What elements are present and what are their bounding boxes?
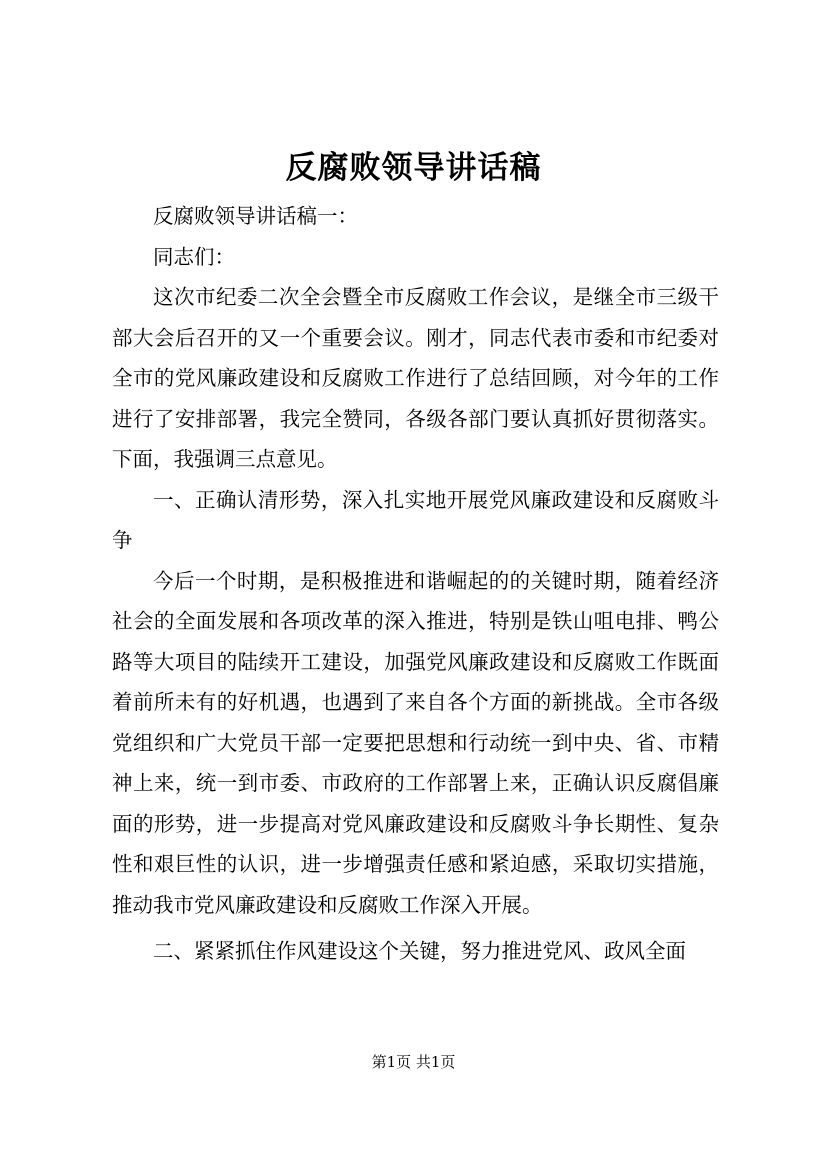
document-title: 反腐败领导讲话稿 (285, 150, 542, 186)
paragraph-intro: 这次市纪委二次全会暨全市反腐败工作会议，是继全市三级干部大会后召开的又一个重要会议。刚才，同志代表市委和市纪委对全市的党风廉政建设和反腐败工作进行了总结回顾，对今年的工作进行了安排部署，我完全赞同，各级各部门要认真抓好贯彻落实。下面，我强调三点意见。 (112, 285, 719, 471)
paragraph-section-two-heading: 二、紧紧抓住作风建设这个关键，努力推进党风、政风全面 (153, 939, 686, 963)
page-footer: 第1页 共1页 (371, 1053, 456, 1071)
paragraph-subtitle: 反腐败领导讲话稿一： (153, 204, 358, 228)
paragraph-salutation: 同志们： (153, 244, 235, 269)
paragraph-section-one-body: 今后一个时期，是积极推进和谐崛起的的关键时期，随着经济社会的全面发展和各项改革的深入推进，特别是铁山咀电排、鸭公路等大项目的陆续开工建设，加强党风廉政建设和反腐败工作既面着前所未有的好机遇，也遇到了来自各个方面的新挑战。全市各级党组织和广大党员干部一定要把思想和行动统一到中央、省、市精神上来，统一到市委、市政府的工作部署上来，正确认识反腐倡廉面的形势，进一步提高对党风廉政建设和反腐败斗争长期性、复杂性和艰巨性的认识，进一步增强责任感和紧迫感，采取切实措施，推动我市党风廉政建设和反腐败工作深入开展。 (112, 568, 719, 917)
paragraph-section-one-heading: 一、正确认清形势，深入扎实地开展党风廉政建设和反腐败斗争 (112, 487, 719, 552)
document-body (112, 196, 719, 972)
